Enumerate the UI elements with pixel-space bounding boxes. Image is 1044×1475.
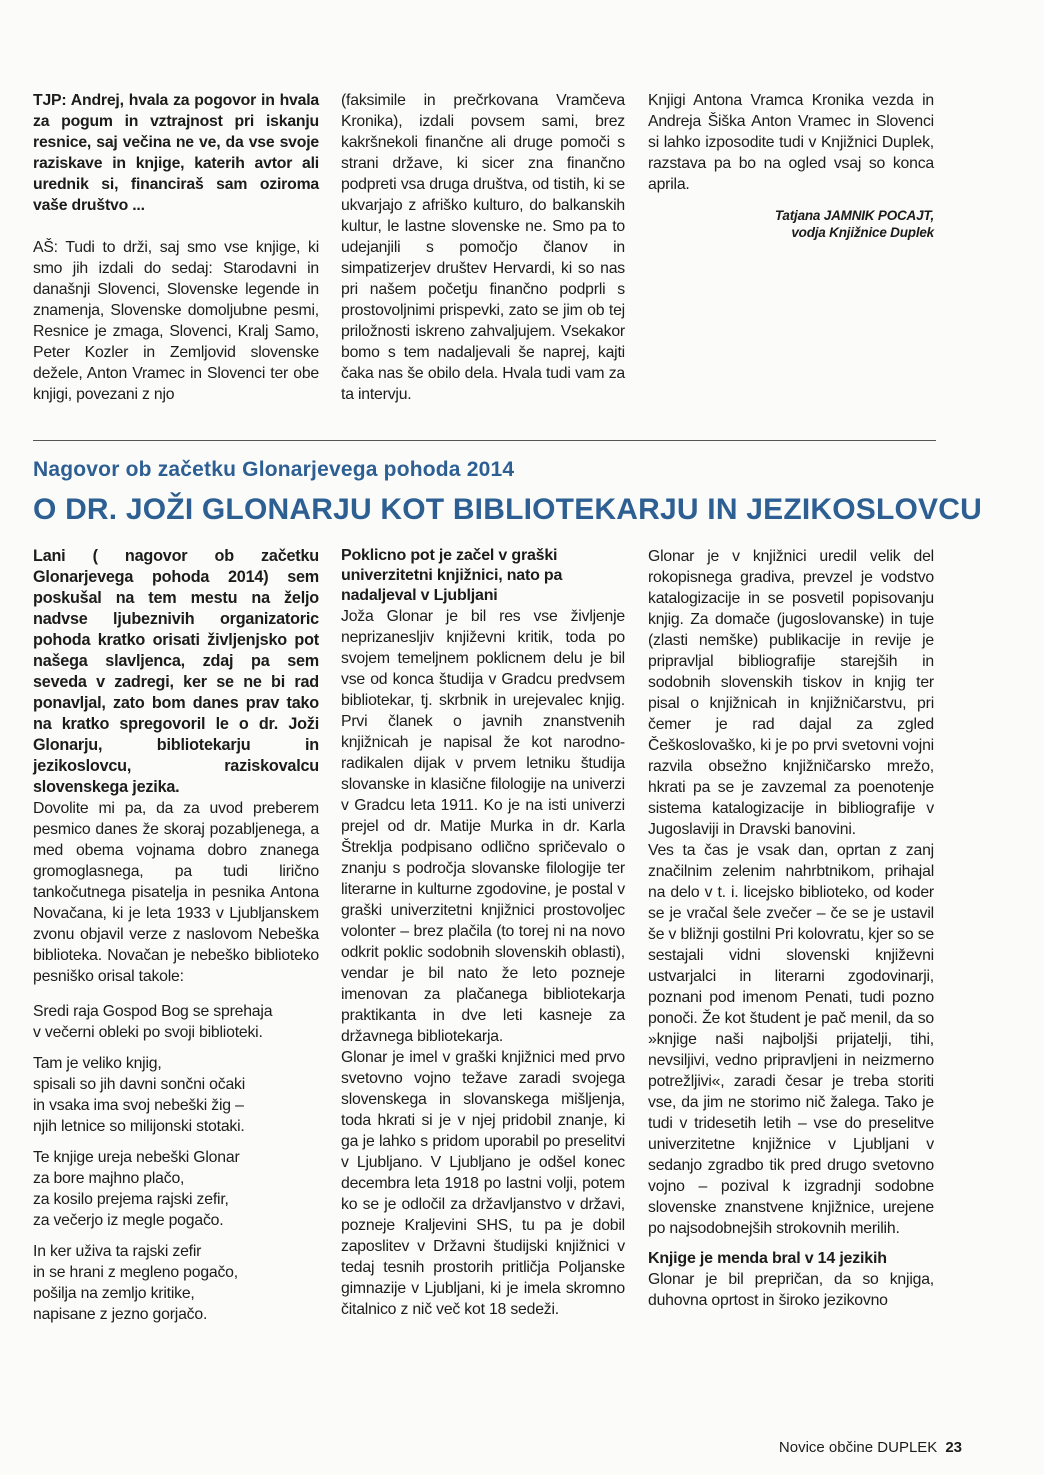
- article-lead: Lani ( nagovor ob začetku Glonarjevega pohoda 2014) sem poskušal na tem mestu na željo nadvse ljubeznivih organizatoric pohoda kratko orisati življenjsko pot našega slavljenca, zdaj pa sem seveda v zadregi, ker se ne bi rad ponavljal, zato bom danes prav tako na kratko spregovoril le o dr. Joži Glonarju, bibliotekarju in jezikoslovcu, raziskovalcu slovenskega jezika.: [33, 547, 319, 796]
- poem-line: in se hrani z megleno pogačo,: [33, 1264, 238, 1281]
- publication-name: Novice občine DUPLEK: [778, 1439, 938, 1456]
- article-paragraph: Joža Glonar je bil res vse življenje neprizaneslјiv književni kritik, toda po svojem temeljnem poklicnem delu je bil vse od konca študija v Gradcu predvsem bibliotekar, tj. skrbnik in urejevalec knjig. Prvi članek o javnih znanstvenih knjižnicah je napisal že kot narodno-radikalen dijak v prvem letniku študija slovanske in klasične filologije na univerzi v Gradcu leta 1911. Ko je na isti univerzi prejel od dr. Matije Murka in dr. Karla Štreklja podpisano odlično spričevalo o znanju s področja slovanske filologije ter literarne in kulturne zgodovine, je postal v graški univerzitetni knjižnici prostovoljec volonter – brez plačila (to torej ni na novo odkrit poklic sodobnih slovenskih oblasti), vendar je bil nato že leto pozneje imenovan za plačanega bibliotekarja praktikanta in dve leti kasneje za državnega bibliotekarja.: [341, 608, 625, 1045]
- article-subheading: Poklicno pot je začel v graški univerzitetni knjižnici, nato pa nadaljeval v Ljubljani: [341, 547, 563, 604]
- article-subheading: Knjige je menda bral v 14 jezikih: [648, 1250, 887, 1267]
- poem-line: spisali so jih davni sončni očaki: [33, 1076, 246, 1093]
- interview-column-1: [33, 90, 319, 405]
- poem-line: za bore majhno plačo,: [33, 1170, 185, 1187]
- poem-line: In ker uživa ta rajski zefir: [33, 1243, 202, 1260]
- article-column-2: [341, 546, 625, 1320]
- poem-line: njih letnice so milijonski stotaki.: [33, 1118, 245, 1135]
- article-paragraph: Glonar je bil prepričan, da so knjiga, duhovna oprtost in široko jezikovno: [648, 1271, 934, 1309]
- signature-name: Tatjana JAMNIK POCAJT,: [774, 208, 934, 223]
- article-column-3: [648, 546, 934, 1311]
- article-paragraph: Dovolite mi pa, da za uvod preberem pesmico danes že skoraj pozabljenega, a med obema vojnama dobro znanega gromoglasnega, pa tudi lirično tankočutnega pisatelja in pesnika Antona Novačana, ki je leta 1933 v Ljubljanskem zvonu objavil verze z naslovom Nebeška biblioteka. Novačan je nebeško biblioteko pesniško orisal takole:: [33, 800, 319, 985]
- poem-line: za večerjo iz megle pogačo.: [33, 1212, 224, 1229]
- article-paragraph: Glonar je imel v graški knjižnici med prvo svetovno vojno težave zaradi svojega slovenskega in slovanskega mišljenja, toda hkrati si je v njej pridobil znanje, ki ga je lahko s pridom uporabil po preselitvi v Ljubljano. V Ljubljano je odšel konec decembra leta 1918 po lastni volji, potem ko se je odločil za državljanstvo v državi, pozneje Kraljevini SHS, tu pa je dobil zaposlitev v Državni študijski knjižnici v tedaj tesnih prostorih pritličja Poljanske gimnazije v Ljubljani, ki je imela skromno čitalnico z nič več kot 18 sedeži.: [341, 1049, 625, 1318]
- article-headline: O DR. JOŽI GLONARJU KOT BIBLIOTEKARJU IN JEZIKOSLOVCU: [33, 493, 982, 526]
- poem-line: napisane z jezno gorjačo.: [33, 1306, 208, 1323]
- poem-line: Sredi raja Gospod Bog se sprehaja: [33, 1003, 273, 1020]
- poem-line: v večerni obleki po svoji biblioteki.: [33, 1024, 263, 1041]
- article-paragraph: Glonar je v knjižnici uredil velik del rokopisnega gradiva, prevzel je vodstvo katalogizacije in se posvetil popisovanju knjig. Za domače (jugoslovanske) in tuje (zlasti nemške) publikacije in revije je pripravljal bibliografije starejših in sodobnih slovenskih tiskov in knjig ter pisal o knjižnicah in knjižničarstvu, pri čemer je rad dajal za zgled Češkoslovaško, ki je po prvi svetovni vojni razvila obsežno knjižničarsko mrežo, hkrati pa se je zavzemal za poenotenje sistema katalogizacije in bibliografije v Jugoslaviji in Dravski banovini.: [648, 548, 934, 838]
- page-number: 23: [945, 1439, 962, 1456]
- signature-role: vodja Knjižnice Duplek: [791, 225, 934, 240]
- article-kicker: Nagovor ob začetku Glonarjevega pohoda 2014: [33, 458, 515, 481]
- interview-answer-continued: (faksimile in prečrkovana Vramčeva Kronika), izdali povsem sami, brez kakršnekoli finančne ali druge pomoči s strani države, ki sicer zna finančno podpreti vsa druga društva, od tistih, ki se ukvarjajo z afriško kulturo, do balkanskih kultur, le lastne slovenske ne. Smo pa to udejanjili s pomočjo članov in simpatizerjev društev Hervardi, ki so nas pri našem početju finančno podprli s prostovoljnimi prispevki, zato se jim ob tej priložnosti iskreno zahvaljujem. Vsekakor bomo s tem nadaljevali še naprej, kajti čaka nas še obilo dela. Hvala tudi vam za ta intervju.: [341, 92, 625, 403]
- article-column-1: [33, 546, 319, 1325]
- page-footer: [779, 1439, 962, 1456]
- article-paragraph: Ves ta čas je vsak dan, oprtan z zanj značilnim zelenim nahrbtnikom, prihajal na delo v t. i. licejsko bibliotеko, od koder se je vračal šele zvečer – če se je ustavil še v bližnji gostilni Pri kolovratu, kjer so se sestajali vidni slovenski književni ustvarjalci in literarni zgodovinarji, poznani pod imenom Penati, tudi pozno ponoči. Že kot študent je pač menil, da so »knjige naši najboljši prijatelji, tihi, nevsiljivi, vedno pripravljeni in neizmerno potrežljivi«, zaradi česar je treba storiti vse, da jim ne storimo nič žalega. Tako je tudi v tridesetih letih – vse do preselitve univerzitetne knjižnice v Ljubljani v sedanjo zgradbo tik pred drugo svetovno vojno – pozival k izgradnji sodobne slovenske znanstvene knjižnice, urejene po najsodobnejših strokovnih merilih.: [648, 842, 934, 1237]
- poem-line: Tam je veliko knjig,: [33, 1055, 162, 1072]
- poem-line: Te knjige ureja nebeški Glonar: [33, 1149, 240, 1166]
- section-divider: [33, 440, 936, 441]
- interview-question: TJP: Andrej, hvala za pogovor in hvala za pogum in vztrajnost pri iskanju resnice, saj večina ne ve, da vse svoje raziskave in knjige, katerih avtor ali urednik si, financiraš sam oziroma vaše društvo ...: [33, 92, 319, 214]
- interview-column-3: [648, 90, 934, 241]
- poem-line: in vsaka ima svoj nebeški žig –: [33, 1097, 244, 1114]
- poem-line: pošilja na zemljo kritike,: [33, 1285, 195, 1302]
- poem: [33, 1001, 319, 1325]
- interview-answer: AŠ: Tudi to drži, saj smo vse knjige, ki smo jih izdali do sedaj: Starodavni in današnji Slovenci, Slovenske legende in znamenja, Slovenske domoljubne pesmi, Resnice je zmaga, Slovenci, Kralj Samo, Peter Kozler in Zemljovid slovenske dežele, Anton Vramec in Slovenci ter obe knjigi, povezani z njo: [33, 239, 319, 403]
- poem-line: za kosilo prejema rajski zefir,: [33, 1191, 229, 1208]
- library-note: Knjigi Antona Vramca Kronika vezda in Andreja Šiška Anton Vramec in Slovenci si lahko izposodite tudi v Knjižnici Duplek, razstava pa bo na ogled vsaj so konca aprila.: [648, 92, 934, 193]
- interview-column-2: [341, 90, 625, 405]
